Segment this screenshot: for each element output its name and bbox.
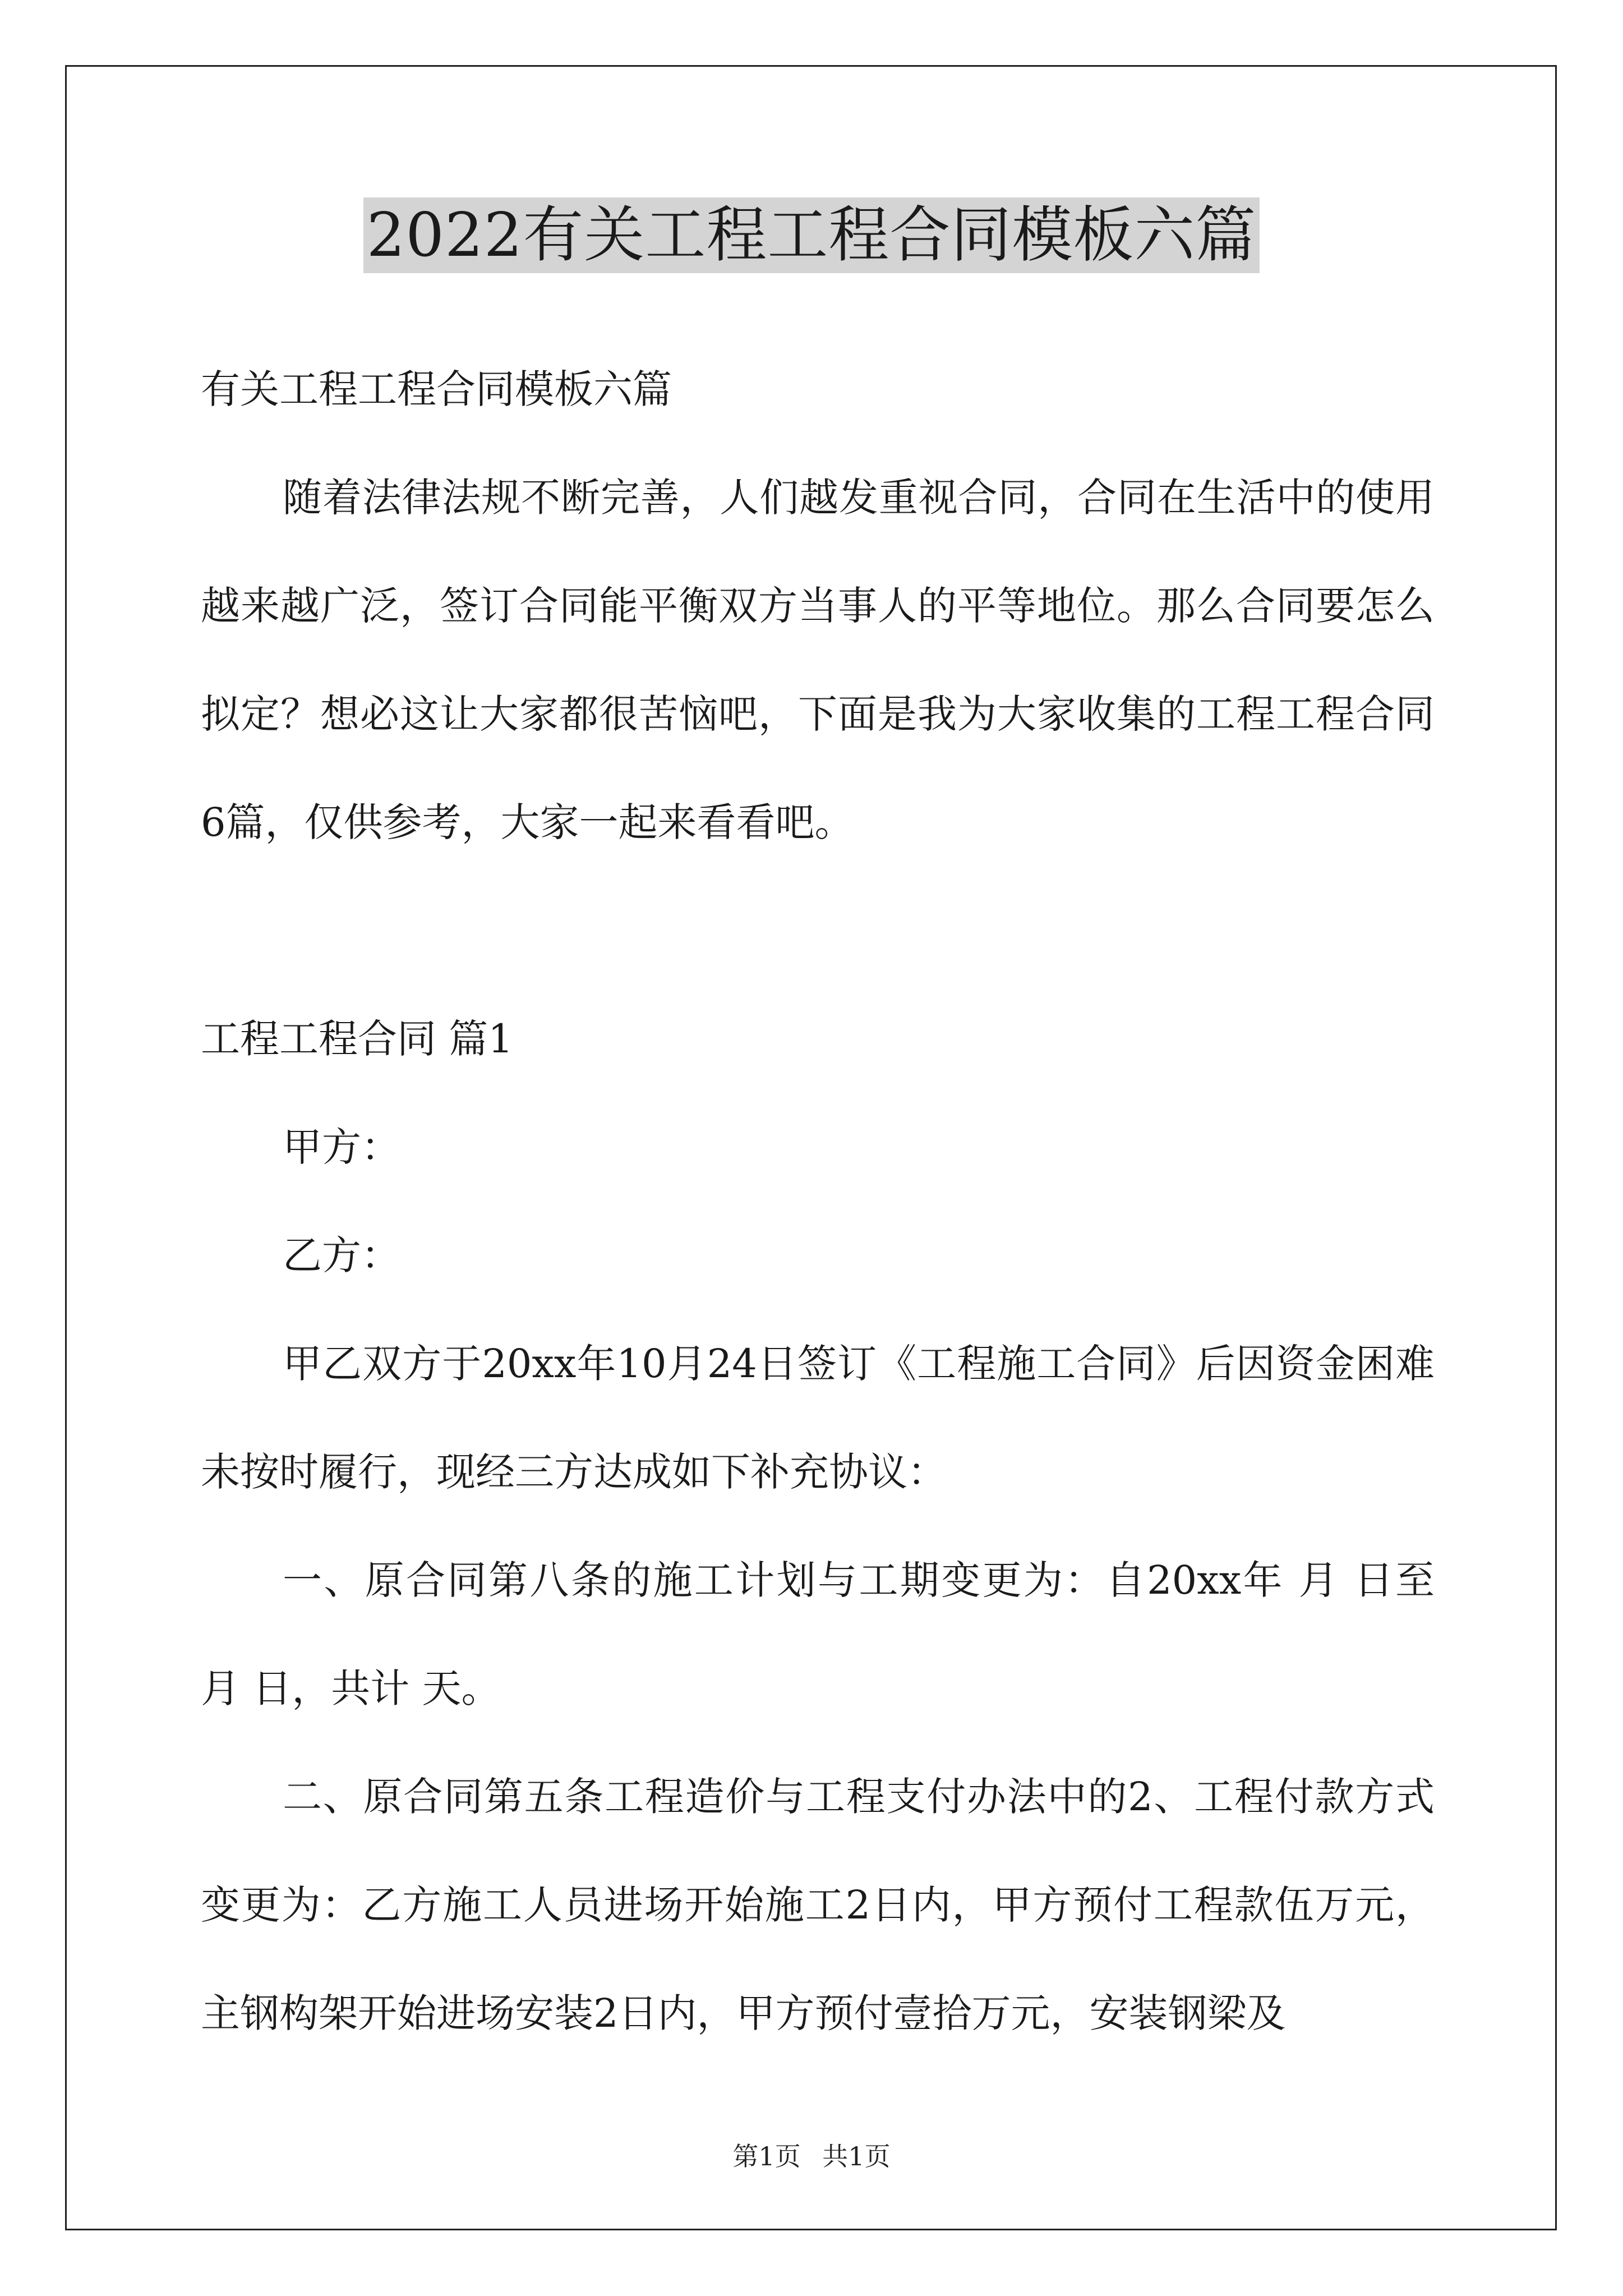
page-footer: 第1页 共1页 bbox=[732, 2141, 891, 2171]
document-title: 2022有关工程工程合同模板六篇 bbox=[363, 197, 1260, 273]
subtitle-paragraph: 有关工程工程合同模板六篇 bbox=[201, 366, 672, 412]
intro-paragraph: 随着法律法规不断完善，人们越发重视合同，合同在生活中的使用越来越广泛，签订合同能平衡双方当事人的平等地位。那么合同要怎么拟定？想必这让大家都很苦恼吧，下面是我为大家收集的工程工程合同6篇，仅供参考，大家一起来看看吧。 bbox=[201, 475, 1435, 845]
party-a-line: 甲方： bbox=[283, 1124, 400, 1170]
party-b-line: 乙方： bbox=[283, 1232, 400, 1278]
section-heading: 工程工程合同 篇1 bbox=[201, 1016, 513, 1062]
agreement-preamble: 甲乙双方于20xx年10月24日签订《工程施工合同》后因资金困难未按时履行，现经三方达成如下补充协议： bbox=[201, 1341, 1435, 1495]
document-body bbox=[201, 335, 1435, 2068]
title-container bbox=[0, 197, 1623, 273]
clause-one: 一、原合同第八条的施工计划与工期变更为：自20xx年 月 日至 月 日，共计 天。 bbox=[201, 1557, 1435, 1711]
clause-two: 二、原合同第五条工程造价与工程支付办法中的2、工程付款方式变更为：乙方施工人员进场开始施工2日内，甲方预付工程款伍万元，主钢构架开始进场安装2日内，甲方预付壹拾万元，安装钢梁及 bbox=[201, 1774, 1435, 2036]
